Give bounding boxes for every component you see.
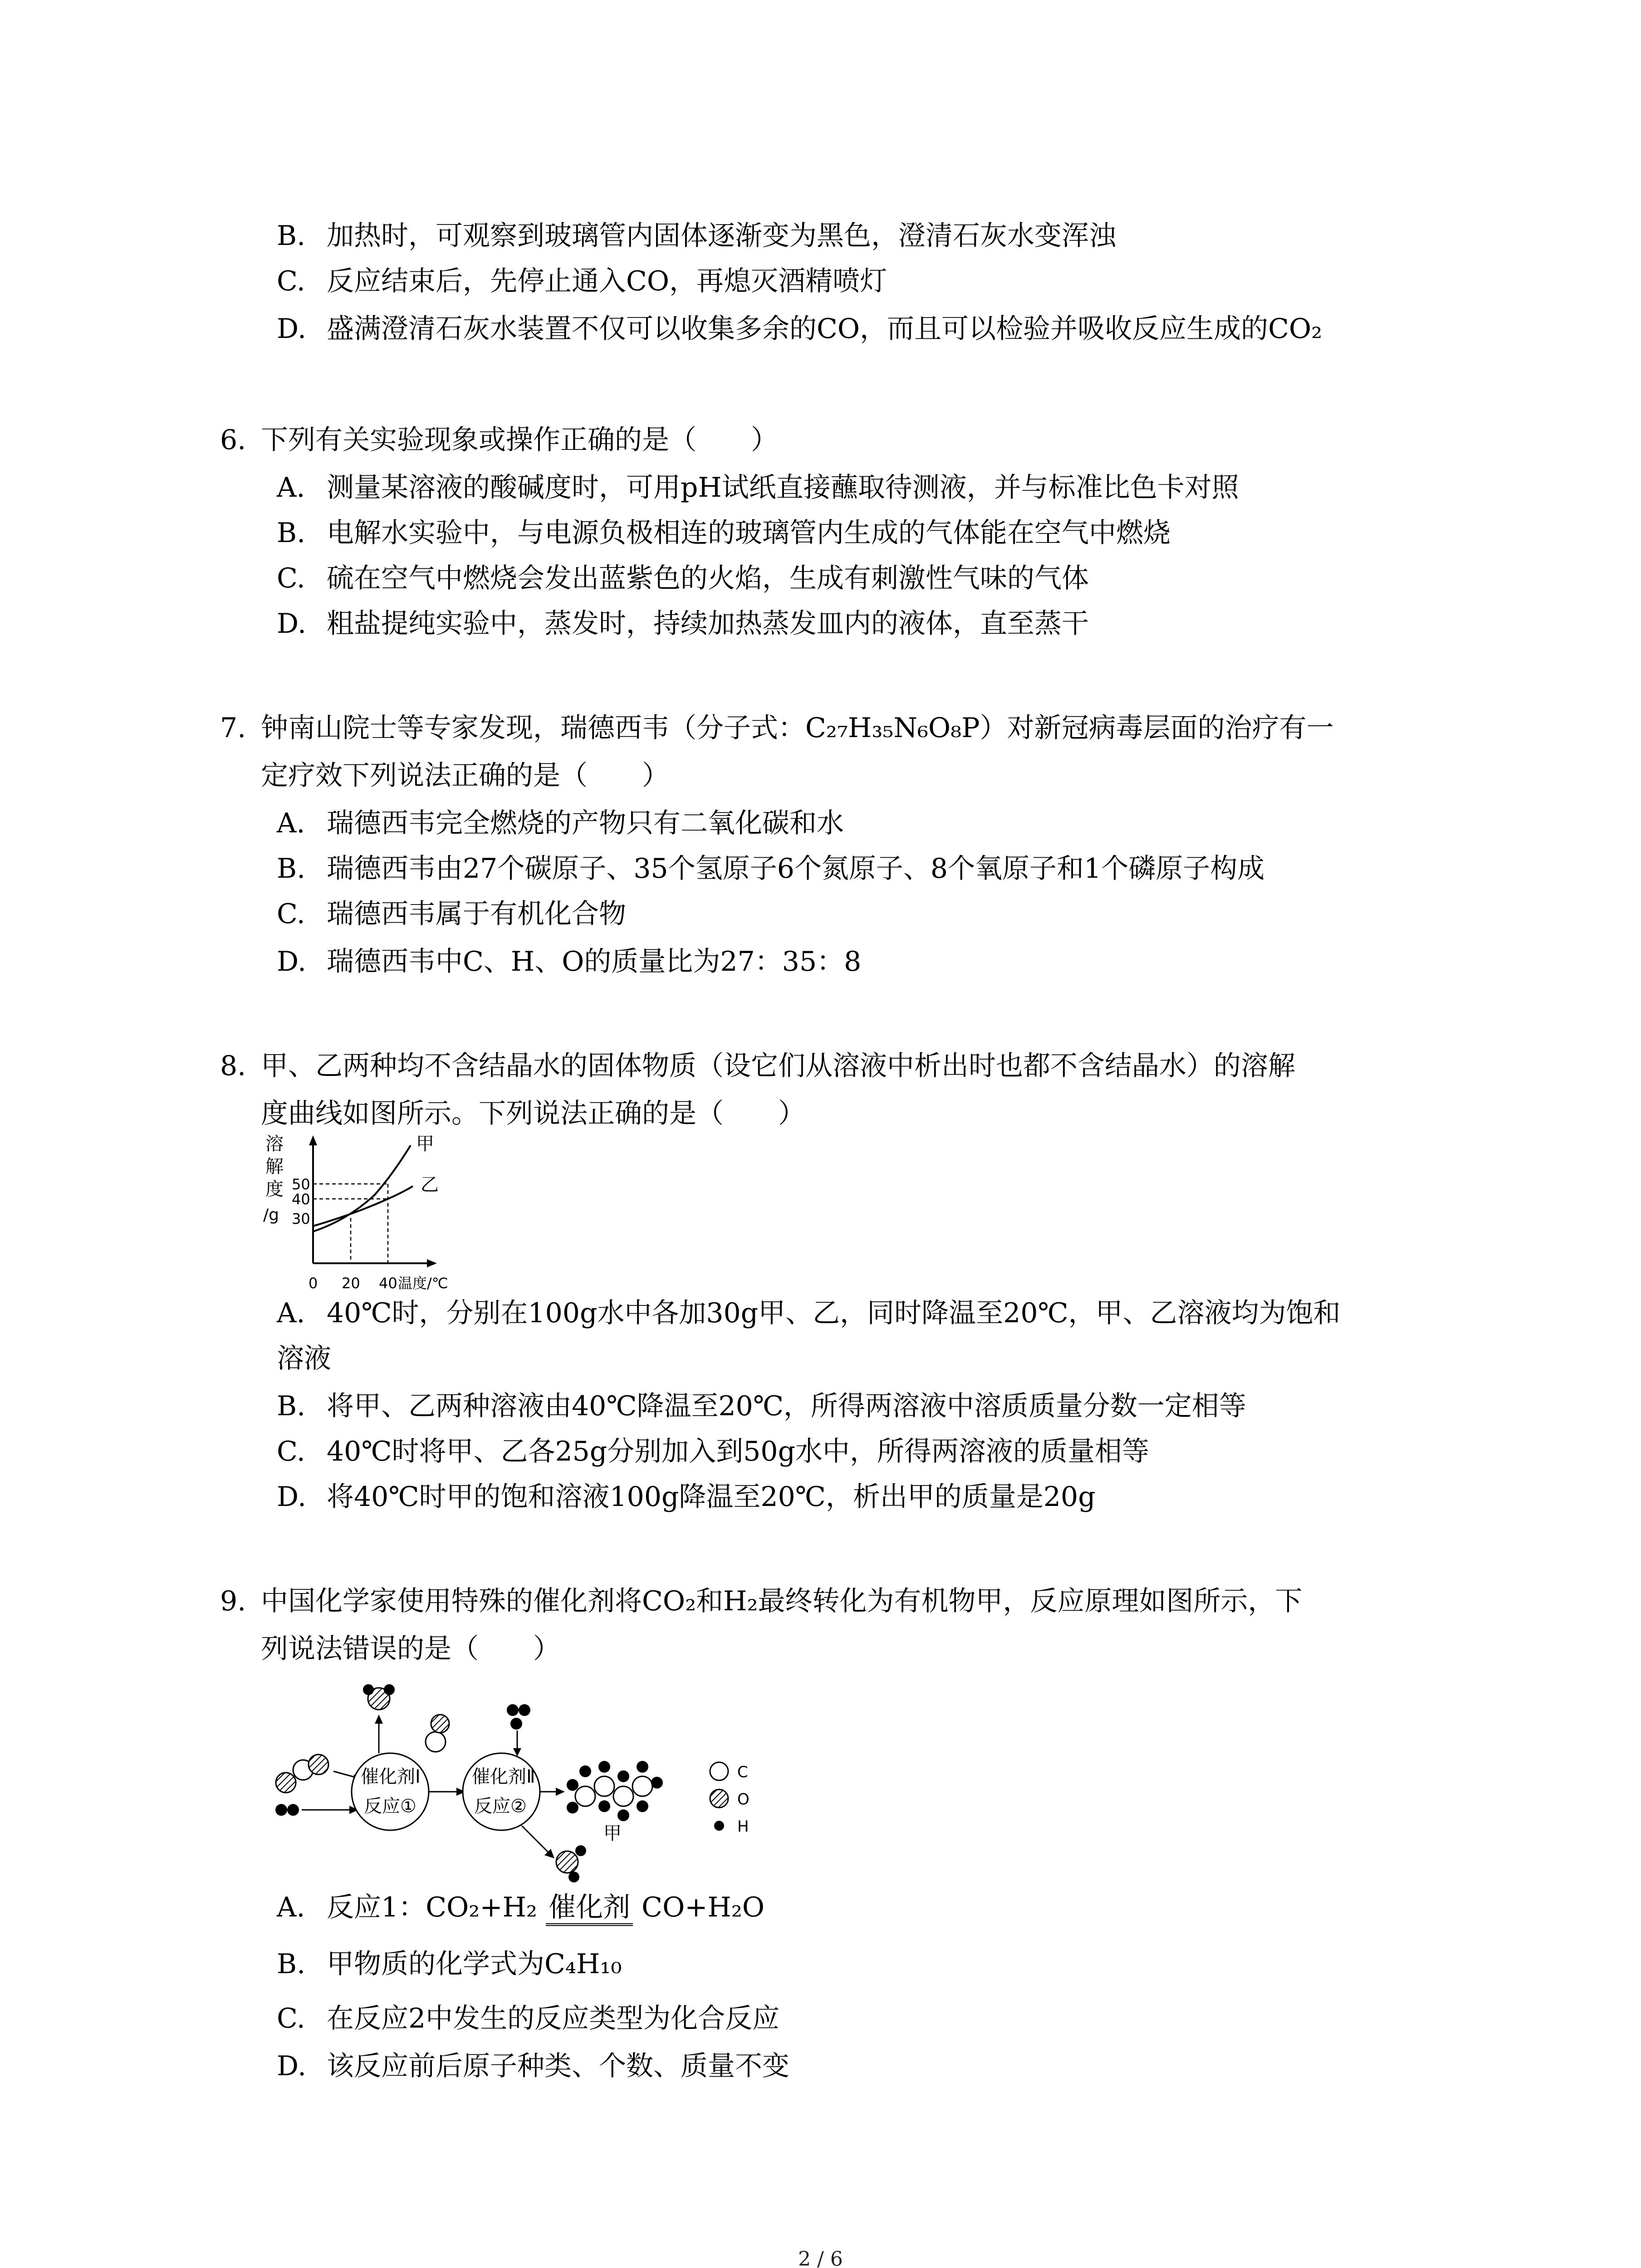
q7-option-b bbox=[277, 850, 1264, 887]
reaction-diagram-svg bbox=[268, 1674, 767, 1882]
h2o-molecule-1 bbox=[363, 1684, 395, 1710]
q7-option-d-letter: D. bbox=[277, 946, 307, 978]
q8-option-c-text: 40℃时将甲、乙各25g分别加入到50g水中，所得两溶液的质量相等 bbox=[327, 1436, 1149, 1467]
q7-stem-line1 bbox=[220, 710, 1334, 746]
solubility-curve-svg bbox=[256, 1132, 474, 1295]
q9-option-a-reactants: CO₂+H₂ bbox=[426, 1892, 537, 1923]
q9-option-a-prefix: 反应1： bbox=[327, 1892, 426, 1923]
q9-option-a bbox=[277, 1889, 764, 1926]
graph-ylabel-3: 度 bbox=[265, 1179, 284, 1200]
q6-option-d bbox=[277, 606, 1089, 642]
q9-stem-line2: 列说法错误的是（ ） bbox=[261, 1633, 560, 1665]
graph-xlabel: 温度/℃ bbox=[398, 1275, 448, 1292]
graph-ylabel-1: 溶 bbox=[265, 1134, 284, 1154]
reaction1-label: 反应① bbox=[364, 1796, 416, 1817]
arrow-2-to-product-head bbox=[556, 1788, 565, 1796]
q8-option-a-cont: 溶液 bbox=[277, 1343, 331, 1374]
q8-option-d-letter: D. bbox=[277, 1481, 307, 1513]
graph-ytick-40: 40 bbox=[292, 1191, 310, 1208]
q6-option-d-text: 粗盐提纯实验中，蒸发时，持续加热蒸发皿内的液体，直至蒸干 bbox=[327, 608, 1089, 640]
graph-xtick-40: 40 bbox=[379, 1275, 397, 1292]
q8-option-c-letter: C. bbox=[277, 1436, 305, 1467]
q6-option-c bbox=[277, 560, 1089, 596]
q6-stem-text: 下列有关实验现象或操作正确的是（ ） bbox=[261, 424, 778, 456]
q7-stem-text-1: 钟南山院士等专家发现，瑞德西韦（分子式：C₂₇H₃₅N₆O₈P）对新冠病毒层面的治疗有一 bbox=[261, 712, 1334, 744]
q6-stem bbox=[220, 422, 778, 458]
q7-stem-line2: 定疗效下列说法正确的是（ ） bbox=[261, 760, 669, 792]
catalyst2-label: 催化剂Ⅱ bbox=[472, 1766, 535, 1787]
graph-x-axis-arrow bbox=[427, 1259, 437, 1267]
q9-stem-text-1: 中国化学家使用特殊的催化剂将CO₂和H₂最终转化为有机物甲，反应原理如图所示，下 bbox=[261, 1585, 1303, 1617]
q9-stem-line1 bbox=[220, 1583, 1303, 1619]
arrow-h2o-out-1-head bbox=[375, 1715, 383, 1724]
q5-option-b bbox=[277, 218, 1116, 254]
q5-option-d-letter: D. bbox=[277, 313, 307, 345]
q5-option-c bbox=[277, 263, 887, 299]
q7-option-a bbox=[277, 805, 844, 841]
arrow-h2o-out-2 bbox=[522, 1826, 549, 1853]
graph-xtick-20: 20 bbox=[342, 1275, 360, 1292]
graph-ytick-30: 30 bbox=[292, 1210, 310, 1227]
legend-c-label: C bbox=[737, 1763, 748, 1781]
q8-stem-text-1: 甲、乙两种均不含结晶水的固体物质（设它们从溶液中析出时也都不含结晶水）的溶解 bbox=[261, 1050, 1295, 1082]
atom-legend bbox=[710, 1762, 749, 1836]
q6-number: 6. bbox=[220, 424, 246, 456]
q8-option-d bbox=[277, 1479, 1096, 1515]
q9-option-b-letter: B. bbox=[277, 1948, 306, 1980]
q9-number: 9. bbox=[220, 1585, 246, 1617]
q6-option-c-letter: C. bbox=[277, 562, 305, 594]
q9-option-c-letter: C. bbox=[277, 2003, 305, 2034]
q6-option-d-letter: D. bbox=[277, 608, 307, 640]
q9-option-d bbox=[277, 2048, 789, 2084]
curve-jia bbox=[313, 1145, 411, 1232]
q6-option-b-letter: B. bbox=[277, 517, 306, 549]
q6-option-a bbox=[277, 469, 1239, 506]
product-molecule-jia bbox=[567, 1761, 663, 1821]
h2-molecule-2 bbox=[507, 1704, 530, 1730]
q7-option-d bbox=[277, 943, 861, 980]
reaction1-circle bbox=[352, 1753, 429, 1830]
q5-option-d bbox=[277, 311, 1322, 347]
q8-option-a-letter: A. bbox=[277, 1297, 305, 1329]
q7-option-b-text: 瑞德西韦由27个碳原子、35个氢原子6个氮原子、8个氧原子和1个磷原子构成 bbox=[327, 853, 1265, 885]
curve-jia-label: 甲 bbox=[416, 1134, 434, 1154]
co2-molecule-input bbox=[276, 1755, 328, 1793]
q8-stem-line1 bbox=[220, 1048, 1295, 1084]
q9-option-c bbox=[277, 2000, 779, 2037]
legend-c-icon bbox=[710, 1762, 728, 1780]
legend-o-label: O bbox=[737, 1790, 749, 1809]
reaction2-label: 反应② bbox=[474, 1796, 527, 1817]
q9-option-a-products: CO+H₂O bbox=[642, 1892, 765, 1923]
graph-ytick-50: 50 bbox=[292, 1176, 310, 1193]
q6-option-a-text: 测量某溶液的酸碱度时，可用pH试纸直接蘸取待测液，并与标准比色卡对照 bbox=[327, 472, 1239, 503]
q8-option-c bbox=[277, 1433, 1149, 1470]
curve-yi-label: 乙 bbox=[421, 1174, 439, 1195]
reaction-diagram bbox=[268, 1674, 767, 1882]
q7-option-d-text: 瑞德西韦中C、H、O的质量比为27：35：8 bbox=[327, 946, 862, 978]
q8-option-a-text: 40℃时，分别在100g水中各加30g甲、乙，同时降温至20℃，甲、乙溶液均为饱和 bbox=[327, 1297, 1341, 1329]
q5-option-b-letter: B. bbox=[277, 220, 306, 252]
q5-option-d-text: 盛满澄清石灰水装置不仅可以收集多余的CO，而且可以检验并吸收反应生成的CO₂ bbox=[327, 313, 1323, 345]
co-molecule-intermediate bbox=[426, 1715, 449, 1752]
q8-number: 8. bbox=[220, 1050, 246, 1082]
legend-o-icon bbox=[710, 1789, 728, 1808]
graph-y-axis-arrow bbox=[309, 1135, 317, 1145]
q9-option-d-letter: D. bbox=[277, 2050, 307, 2082]
q7-option-c bbox=[277, 896, 626, 932]
h2-molecule-input bbox=[275, 1804, 299, 1816]
q6-option-b-text: 电解水实验中，与电源负极相连的玻璃管内生成的气体能在空气中燃烧 bbox=[327, 517, 1171, 549]
q8-option-b bbox=[277, 1388, 1246, 1424]
graph-xtick-0: 0 bbox=[309, 1275, 318, 1292]
q7-number: 7. bbox=[220, 712, 246, 744]
q8-option-b-letter: B. bbox=[277, 1390, 306, 1422]
page-number: 2 / 6 bbox=[798, 2248, 843, 2268]
q6-option-c-text: 硫在空气中燃烧会发出蓝紫色的火焰，生成有刺激性气味的气体 bbox=[327, 562, 1089, 594]
q8-option-b-text: 将甲、乙两种溶液由40℃降温至20℃，所得两溶液中溶质质量分数一定相等 bbox=[327, 1390, 1246, 1422]
reaction2-circle bbox=[463, 1753, 540, 1830]
q9-option-a-letter: A. bbox=[277, 1892, 305, 1923]
q5-option-c-text: 反应结束后，先停止通入CO，再熄灭酒精喷灯 bbox=[327, 265, 887, 297]
legend-h-icon bbox=[714, 1821, 724, 1831]
q7-option-c-letter: C. bbox=[277, 898, 305, 930]
q7-option-a-letter: A. bbox=[277, 807, 305, 839]
graph-ylabel-2: 解 bbox=[265, 1156, 284, 1177]
curve-yi bbox=[313, 1186, 413, 1226]
q6-option-a-letter: A. bbox=[277, 472, 305, 503]
q7-option-b-letter: B. bbox=[277, 853, 306, 885]
catalyst1-label: 催化剂Ⅰ bbox=[361, 1766, 421, 1787]
q8-option-a bbox=[277, 1295, 1341, 1331]
q9-option-b-text: 甲物质的化学式为C₄H₁₀ bbox=[327, 1948, 622, 1980]
solubility-curve-figure bbox=[256, 1132, 474, 1295]
q7-option-c-text: 瑞德西韦属于有机化合物 bbox=[327, 898, 626, 930]
product-label: 甲 bbox=[603, 1823, 622, 1844]
q5-option-c-letter: C. bbox=[277, 265, 305, 297]
q7-option-a-text: 瑞德西韦完全燃烧的产物只有二氧化碳和水 bbox=[327, 807, 844, 839]
q8-stem-line2: 度曲线如图所示。下列说法正确的是（ ） bbox=[261, 1098, 805, 1129]
legend-h-label: H bbox=[737, 1818, 749, 1836]
q6-option-b bbox=[277, 515, 1171, 551]
q9-option-d-text: 该反应前后原子种类、个数、质量不变 bbox=[327, 2050, 789, 2082]
q5-option-b-text: 加热时，可观察到玻璃管内固体逐渐变为黑色，澄清石灰水变浑浊 bbox=[327, 220, 1116, 252]
q9-option-a-condition: 催化剂 bbox=[546, 1892, 633, 1926]
h2o-molecule-2 bbox=[556, 1845, 586, 1882]
q9-option-b bbox=[277, 1946, 622, 1982]
q8-option-d-text: 将40℃时甲的饱和溶液100g降温至20℃，析出甲的质量是20g bbox=[327, 1481, 1096, 1513]
graph-ylabel-4: /g bbox=[263, 1206, 279, 1224]
q9-option-c-text: 在反应2中发生的反应类型为化合反应 bbox=[327, 2003, 780, 2034]
